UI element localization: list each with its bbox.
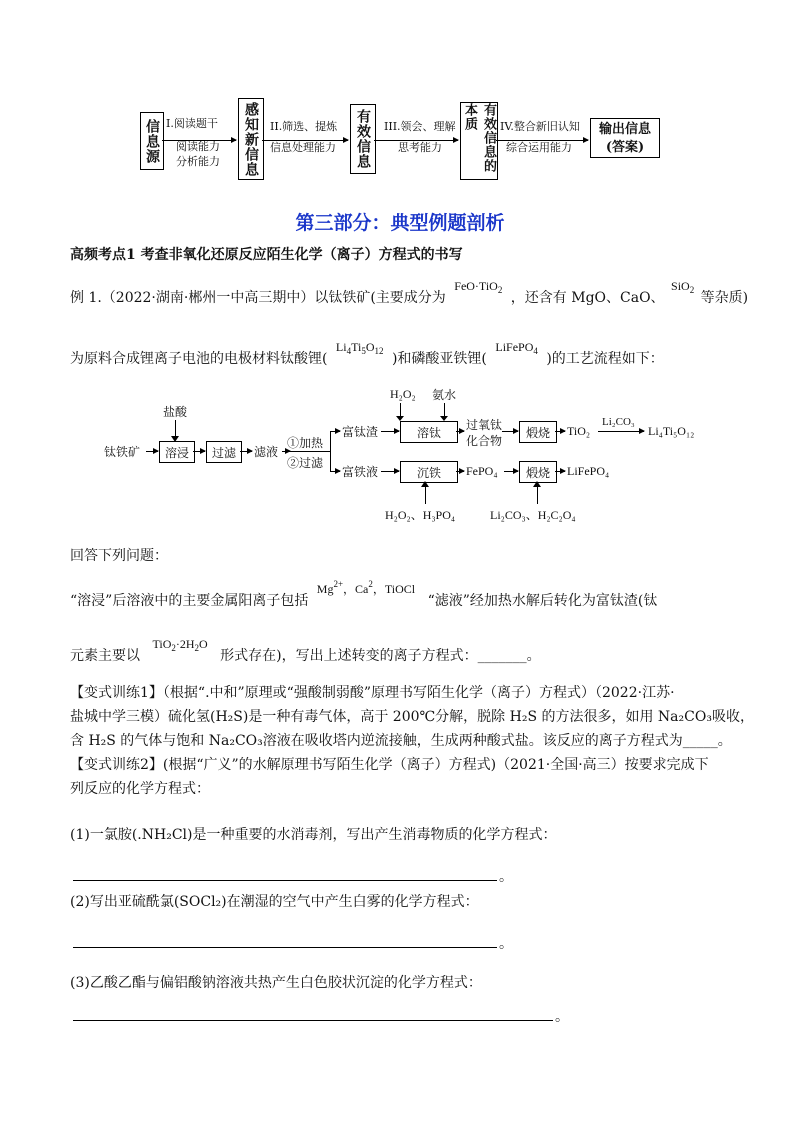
answer-line-3[interactable]	[73, 1020, 553, 1021]
question-line-2	[70, 637, 740, 667]
ti-rich-label: 富钛渣	[342, 425, 379, 439]
h2o2-label: H₂O₂	[390, 387, 416, 401]
formula-feo-tio2	[450, 279, 506, 293]
ammonia-label: 氨水	[432, 388, 457, 402]
filter-box: 过滤	[206, 441, 242, 463]
flow-arrow	[381, 431, 399, 432]
bottom-reagents-2: Li₂CO₃、H₂C₂O₄	[490, 508, 576, 522]
formula-sub: 2	[689, 285, 695, 295]
ex1-text: ，还含有 MgO、CaO、	[510, 290, 665, 306]
ex1-text: 为原料合成锂离子电池的电极材料钛酸锂(	[70, 351, 328, 367]
flow-arrow	[598, 431, 644, 432]
li4ti5o12-product: Li₄Ti₅O₁₂	[648, 424, 695, 438]
flow-box-essence: 有效信息的本质	[460, 102, 498, 180]
answer-line-2-period: 。	[499, 936, 513, 952]
arrow-head	[421, 481, 429, 487]
flow-box-new-info: 感知新信息	[238, 98, 264, 180]
cond-heat: ①加热	[287, 436, 324, 450]
lifepo4-product: LiFePO₄	[567, 464, 610, 478]
flow-step-3-label: III.领会、理解	[384, 120, 456, 133]
q1-text: “溶浸”后溶液中的主要金属阳离子包括	[70, 593, 309, 609]
bottom-reagents-1: H₂O₂、H₃PO₄	[385, 508, 456, 522]
li2co3-label: Li₂CO₃	[602, 416, 635, 428]
ore-label: 钛铁矿	[104, 445, 141, 459]
flow-step-1-label: 分析能力	[176, 155, 220, 168]
calcine-box-2: 煅烧	[519, 461, 557, 483]
flow-step-2-label: II.筛选、提炼	[270, 120, 338, 133]
calcine-box-1: 煅烧	[519, 421, 557, 443]
precip-fe-box: 沉铁	[400, 461, 458, 483]
q2-text: 元素主要以	[70, 648, 140, 664]
cond-filter: ②过滤	[287, 456, 324, 470]
flow-arrow	[381, 471, 399, 472]
variant-2-line-1: 【变式训练2】(根据“广义”的水解原理书写陌生化学（离子）方程式)（2021·全国·高三）按要求完成下	[70, 757, 709, 773]
flow-arrow	[330, 471, 340, 472]
q2-text: 形式存在)，写出上述转变的离子方程式：_______。	[220, 648, 541, 664]
arrow-down	[400, 403, 401, 417]
fepo4-label: FePO₄	[466, 464, 498, 478]
flow-box-info-source: 信息源	[140, 112, 164, 170]
flow-step-2-label: 信息处理能力	[270, 141, 336, 154]
filtrate-label: 滤液	[254, 445, 279, 459]
flow-arrow	[193, 451, 205, 452]
flow-arrow	[555, 471, 565, 472]
example-1-line-2	[70, 340, 740, 370]
ions-list: $Mg^{2+}$，Ca$^2$，TiOCl	[316, 579, 416, 596]
peroxo-label-1: 过氧钛	[466, 418, 503, 432]
arrow-head	[533, 481, 541, 487]
flow-arrow	[555, 431, 565, 432]
flow-arrow	[456, 471, 464, 472]
answer-line-1-period: 。	[499, 869, 513, 885]
question-line-1	[70, 579, 740, 612]
answer-line-1[interactable]	[73, 880, 497, 881]
answer-line-3-period: 。	[555, 1009, 569, 1025]
flow-box-valid-info: 有效信息	[350, 104, 376, 174]
flow-step-4-label: IV.整合新旧认知	[500, 120, 580, 133]
section-title: 第三部分：典型例题剖析	[295, 212, 505, 234]
hcl-label: 盐酸	[163, 405, 188, 419]
sub-question-2: (2)写出亚硫酰氯(SOCl₂)在潮湿的空气中产生白雾的化学方程式：	[70, 894, 479, 910]
flow-step-3-label: 思考能力	[398, 141, 442, 154]
sub-question-1: (1)一氯胺(.NH₂Cl)是一种重要的水消毒剂，写出产生消毒物质的化学方程式：	[70, 827, 557, 843]
variant-1-line-1: 【变式训练1】（根据“.中和”原理或“强酸制弱酸”原理书写陌生化学（离子）方程式）（2022·江苏·	[70, 685, 675, 701]
output-answer-label: (答案)	[605, 140, 645, 155]
q1-text: “滤液”经加热水解后转化为富钛渣(钛	[427, 593, 658, 609]
flow-arrow	[146, 451, 158, 452]
ex1-text: 等杂质)	[700, 290, 749, 306]
ex1-text: 例 1.（2022·湖南·郴州一中高三期中）以钛铁矿(主要成分为	[70, 290, 446, 306]
flow-step-4-label: 综合运用能力	[506, 141, 572, 154]
formula-text: SiO	[671, 279, 690, 293]
tio2-label: TiO₂	[567, 424, 591, 438]
formula-li4ti5o12: $Li_4Ti_5O_{12}$	[335, 340, 384, 356]
fe-rich-label: 富铁液	[342, 465, 379, 479]
question-intro: 回答下列问题：	[70, 548, 168, 564]
sub-question-3: (3)乙酸乙酯与偏铝酸钠溶液共热产生白色胶状沉淀的化学方程式：	[70, 975, 482, 991]
flow-arrow	[504, 471, 518, 472]
split-line	[327, 451, 331, 452]
flow-box-output	[590, 118, 660, 158]
formula-sub: 2	[497, 285, 503, 295]
flow-step-1-label: I.阅读题干	[166, 117, 218, 130]
dissolve-ti-box: 溶钛	[400, 421, 458, 443]
flow-arrow	[240, 451, 252, 452]
output-label: 输出信息	[598, 122, 651, 137]
answer-line-2[interactable]	[73, 947, 497, 948]
formula-tio2-2h2o: $TiO_2\cdot 2H_2O$	[152, 637, 208, 653]
ex1-text: )和磷酸亚铁锂(	[391, 351, 487, 367]
arrow-up	[537, 486, 538, 504]
leach-box: 溶浸	[159, 441, 195, 463]
ex1-text: )的工艺流程如下：	[546, 351, 664, 367]
arrow-up	[425, 486, 426, 504]
point-title: 高频考点1 考查非氧化还原反应陌生化学（离子）方程式的书写	[70, 247, 463, 263]
arrow-down	[444, 403, 445, 417]
flow-arrow	[456, 431, 464, 432]
formula-lifepo4: LiFePO$_4$	[495, 340, 538, 356]
formula-text: FeO·TiO	[454, 279, 498, 293]
flow-step-1-label: 阅读能力	[176, 140, 220, 153]
variant-1-line-3: 含 H₂S 的气体与饱和 Na₂CO₃溶液在吸收塔内逆流接触，生成两种酸式盐。该反应的离子方程式为_____。	[70, 733, 732, 749]
flow-arrow	[502, 431, 518, 432]
variant-2-line-2: 列反应的化学方程式：	[70, 781, 210, 797]
flow-arrow	[330, 431, 340, 432]
variant-1-line-2: 盐城中学三模）硫化氢(H₂S)是一种有毒气体，高于 200℃分解，脱除 H₂S 的方法很多，如用 Na₂CO₃吸收，	[70, 709, 754, 725]
formula-sio2	[669, 279, 696, 293]
cond-divider	[287, 451, 327, 452]
peroxo-label-2: 化合物	[466, 434, 503, 448]
example-1-line-1	[70, 279, 749, 309]
